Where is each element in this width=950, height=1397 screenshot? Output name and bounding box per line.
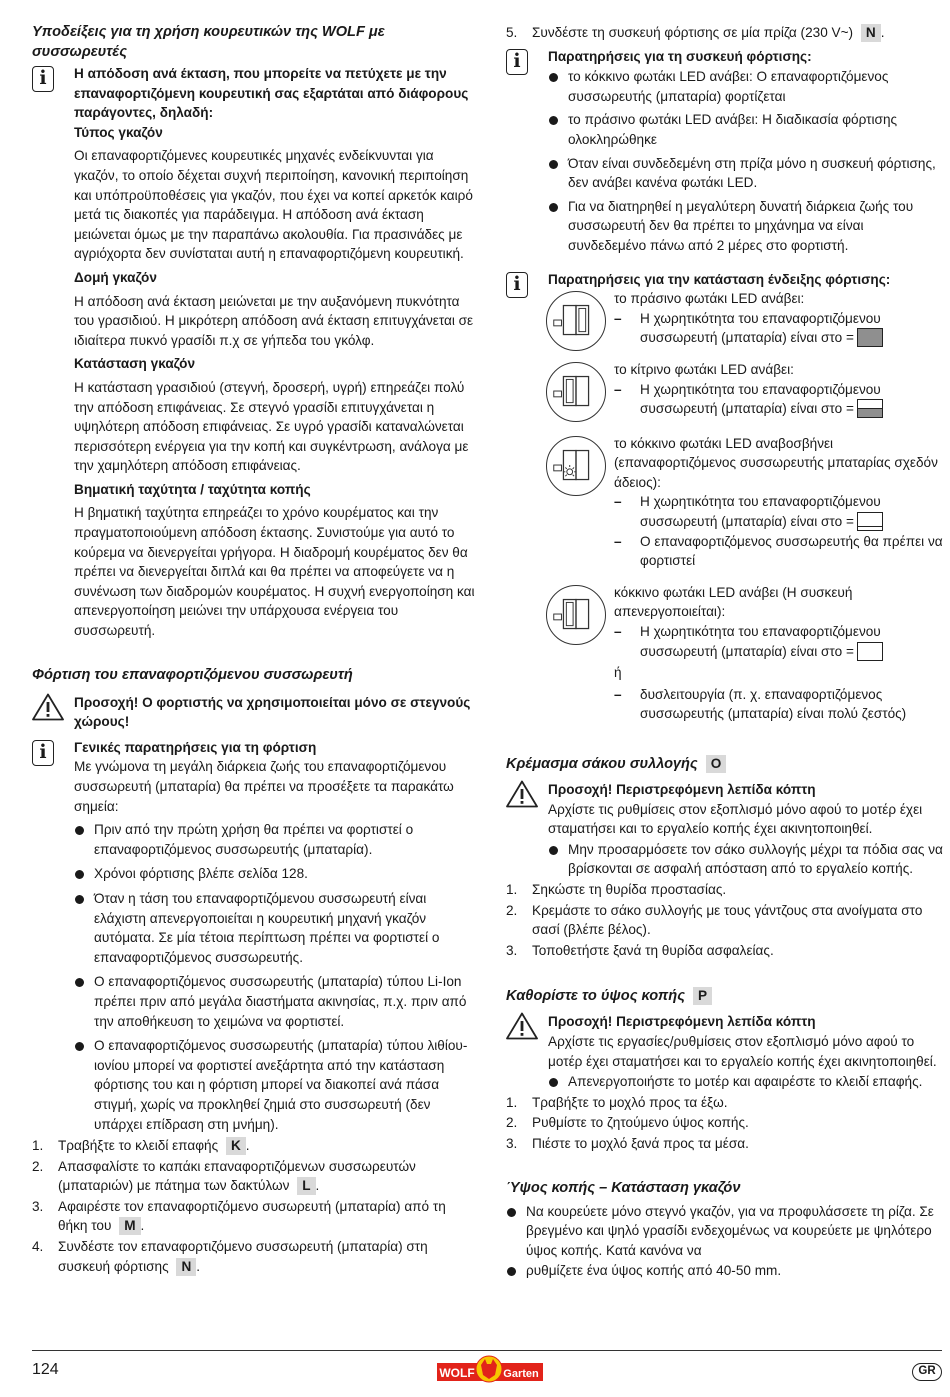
condition-heading: Κατάσταση γκαζόν [74,356,196,372]
figure-tag: K [226,1137,246,1155]
structure-text: Η απόδοση ανά έκταση μειώνεται με την αυξανόμενη πυκνότητα του γρασιδιού. Η μικρότερη απόδοση ανά έκταση επιτυγχάνεται σε ιδιαίτερα πυκνό γρασίδι π.χ σε γήπεδα του γκόλφ. [74,293,474,348]
battery-empty-icon [857,512,883,531]
general-charging-note [32,738,476,1134]
height-bullets [548,1072,944,1092]
tips-intro: Η απόδοση ανά έκταση, που μπορείτε να πετύχετε με την επαναφορτιζόμενη κουρευτική σας εξαρτάται από διάφορους παράγοντες, δηλαδή: [74,66,469,121]
structure-heading: Δομή γκαζόν [74,269,157,285]
footer-divider [32,1350,942,1351]
bag-warning-text: Αρχίστε τις ρυθμίσεις στον εξοπλισμό μόνο αφού το μοτέρ έχει σταματήσει και το εργαλείο κοπής έχει ακινητοποιηθεί. [548,801,923,837]
list-item: Χρόνοι φόρτισης βλέπε σελίδα 128. [74,864,476,884]
condition-title: Ύψος κοπής – Κατάσταση γκαζόν [506,1179,741,1196]
charger-bullets [548,67,944,255]
height-steps [506,1093,944,1154]
list-item: το πράσινο φωτάκι LED ανάβει: Η διαδικασία φόρτισης ολοκληρώθηκε [548,110,944,149]
indicator-green [506,289,944,348]
language-badge: GR [912,1363,942,1381]
list-item: Για να διατηρηθεί η μεγαλύτερη δυνατή διάρκεια ζωής του συσσωρευτή δεν θα πρέπει το μηχάνημα να είναι συνδεδεμένο πάνω από 2 μέρες στο φορτιστή. [548,197,944,256]
svg-text:WOLF: WOLF [439,1366,475,1380]
charger-heading: Παρατηρήσεις για τη συσκευή φόρτισης: [548,48,812,64]
list-item: 2. Κρεμάστε το σάκο συλλογής με τους γάντζους στα ανοίγματα στο σασί (βλέπε βέλος). [506,902,923,938]
battery-full-icon [857,328,883,347]
battery-led-green-icon [546,291,606,351]
figure-tag: N [176,1258,196,1276]
indicator-red-on [506,583,944,724]
list-item: Ο επαναφορτιζόμενος συσσωρευτής (μπαταρία) τύπου Li-Ion πρέπει πριν από μεγάλα διαστήματα ακινησίας, π.χ. πριν από την αποθήκευση το χειμώνα να φορτιστεί. [74,972,476,1031]
list-item: 2. Απασφαλίστε το καπάκι επαναφορτιζόμενων συσσωρευτών (μπαταριών) με πάτημα των δακτύλων L . [32,1158,416,1194]
indicator-yellow [506,360,944,419]
list-item: 3. Πιέστε το μοχλό ξανά προς τα μέσα. [506,1135,749,1151]
height-warning-note [506,1012,944,1091]
svg-text:Garten: Garten [503,1368,539,1380]
list-item: 5. Συνδέστε τη συσκευή φόρτισης σε μία πρίζα (230 V~) N . [506,25,885,40]
charging-warning-text: Προσοχή! Ο φορτιστής να χρησιμοποιείται μόνο σε στεγνούς χώρους! [74,694,471,730]
info-icon: i [32,740,54,766]
tips-title: Υποδείξεις για τη χρήση κουρευτικών της WOLF με συσσωρευτές [32,24,385,60]
battery-led-red-icon [546,585,606,645]
height-title: Καθορίστε το ύψος κοπής P [506,986,944,1006]
led-yellow-capacity: – Η χωρητικότητα του επαναφορτιζόμενου συσσωρευτή (μπαταρία) είναι στο = [614,380,944,419]
figure-tag: P [693,987,712,1005]
tips-note [32,64,476,641]
list-item: ρυθμίζετε ένα ύψος κοπής από 40-50 mm. [506,1261,944,1281]
list-item: 1. Σηκώστε τη θυρίδα προστασίας. [506,881,727,897]
led-red-blink-capacity: – Η χωρητικότητα του επαναφορτιζόμενου συσσωρευτή (μπαταρία) είναι στο = [614,492,944,531]
list-item: Όταν η τάση του επαναφορτιζόμενου συσσωρευτή είναι ελάχιστη απενεργοποιείται η κουρευτική μηχανή γκαζόν αυτόματα. Σε μία τέτοια περίπτωση πρέπει να φορτιστεί ο επαναφορτιζόμενος συσσωρευτής. [74,889,476,967]
list-item: 4. Συνδέστε τον επαναφορτιζόμενο συσσωρευτή (μπαταρία) στη συσκευή φόρτισης N . [32,1239,428,1274]
general-bullets [74,820,476,1134]
list-item: Πριν από την πρώτη χρήση θα πρέπει να φορτιστεί ο επαναφορτιζόμενος συσσωρευτής (μπαταρία). [74,820,476,859]
warning-icon [506,780,538,808]
figure-tag: N [861,24,881,42]
led-red-on-fault: – δυσλειτουργία (π. χ. επαναφορτιζόμενος συσσωρευτής (μπαταρία) είναι πολύ ζεστός) [614,685,944,724]
grass-type-heading: Τύπος γκαζόν [74,124,163,140]
wolf-garten-logo [437,1355,543,1385]
figure-tag: O [706,755,727,773]
figure-tag: M [119,1217,140,1235]
list-item: Ο επαναφορτιζόμενος συσσωρευτής (μπαταρία) τύπου λιθίου-ιονίου μπορεί να φορτιστεί ανεξάρτητα από την κατάσταση φόρτισης του και η φόρτιση μπορεί να διακοπεί ανά πάσα στιγμή, χωρίς να προκληθεί ζημιά στο συσσωρευτή (δεν υπάρχει επίδραση στη μνήμη). [74,1036,476,1134]
figure-tag: L [297,1177,315,1195]
bag-bullets [548,840,944,879]
right-column [506,22,944,1281]
warning-icon [32,693,64,721]
led-red-on-capacity: – Η χωρητικότητα του επαναφορτιζόμενου συσσωρευτή (μπαταρία) είναι στο = [614,622,944,661]
led-green-capacity: – Η χωρητικότητα του επαναφορτιζόμενου συσσωρευτή (μπαταρία) είναι στο = [614,309,944,348]
list-item: 3. Τοποθετήστε ξανά τη θυρίδα ασφαλείας. [506,942,774,958]
charger-note [506,47,944,256]
condition-text: Η κατάσταση γρασιδιού (στεγνή, δροσερή, υγρή) επηρεάζει πολύ την απόδοση επιφάνειας. Σε στεγνό γρασίδι επιτυγχάνεται η υψηλότερη απόδοση επιφάνειας. Σε υγρό γρασίδι καταναλώνεται περισσότερη ενέργεια για την κοπή και συγκέντρωση, ανάλογα με την χαμηλότερη απόδοση επιφάνειας. [74,379,469,474]
battery-led-red-blink-icon [546,436,606,496]
list-item: Απενεργοποιήστε το μοτέρ και αφαιρέστε το κλειδί επαφής. [548,1072,944,1092]
left-column [32,22,476,1276]
bag-warning-heading: Προσοχή! Περιστρεφόμενη λεπίδα κόπτη [548,782,816,797]
info-icon: i [506,272,528,298]
indicator-note [506,270,944,295]
list-item: Μην προσαρμόσετε τον σάκο συλλογής μέχρι τα πόδια σας να βρίσκονται σε ασφαλή απόσταση από το εργαλείο κοπής. [548,840,944,879]
led-red-on-label: κόκκινο φωτάκι LED ανάβει (Η συσκευή απενεργοποιείται): [614,584,853,620]
info-icon: i [32,66,54,92]
height-warning-heading: Προσοχή! Περιστρεφόμενη λεπίδα κόπτη [548,1014,816,1030]
warning-icon [506,1012,538,1040]
condition-bullets [506,1202,944,1281]
page-number: 124 [32,1361,59,1378]
battery-half-icon [857,399,883,418]
battery-led-yellow-icon [546,362,606,422]
speed-heading: Βηματική ταχύτητα / ταχύτητα κοπής [74,481,311,497]
battery-empty-icon [857,642,883,661]
indicator-heading: Παρατηρήσεις για την κατάσταση ένδειξης φόρτισης: [548,271,891,287]
bag-warning-note [506,780,944,879]
led-red-blink-charge: – Ο επαναφορτιζόμενος συσσωρευτής θα πρέπει να φορτιστεί [614,532,944,571]
charging-warning-note [32,693,476,732]
charging-steps [32,1136,476,1276]
list-item: Να κουρεύετε μόνο στεγνό γκαζόν, για να προφυλάσσετε τη ρίζα. Σε βρεγμένο και ψηλό γρασίδι ενδεχομένως να κουρεύετε με ψηλότερο ύψος κοπής. Κατά κανόνα να [506,1202,944,1261]
general-intro: Με γνώμονα τη μεγάλη διάρκεια ζωής του επαναφορτιζόμενου συσσωρευτή (μπαταρία) θα πρέπει να προσέξετε τα παρακάτω σημεία: [74,759,454,814]
list-item: το κόκκινο φωτάκι LED ανάβει: Ο επαναφορτιζόμενος συσσωρευτής (μπαταρία) φορτίζεται [548,67,944,106]
list-item: 2. Ρυθμίστε το ζητούμενο ύψος κοπής. [506,1115,749,1131]
led-yellow-label: το κίτρινο φωτάκι LED ανάβει: [614,361,794,377]
charging-title: Φόρτιση του επαναφορτιζόμενου συσσωρευτή [32,666,353,683]
general-heading: Γενικές παρατηρήσεις για τη φόρτιση [74,739,317,755]
info-icon: i [506,49,528,75]
speed-text: Η βηματική ταχύτητα επηρεάζει το χρόνο κουρέματος και την πραγματοποιούμενη απόδοση έκτασης. Συνιστούμε για αυτό το κούρεμα να διενεργείται γρήγορα. Η διαδρομή κουρέματος δεν θα πρέπει να διενεργείται διπλά και θα πρέπει να αποφεύγετε να η συνένωση των διαδρομών κουρέματος. Η συχνή ενεργοποίηση και απενεργοποίηση μειώνει την υπάρχουσα ενέργεια του συσσωρευτή. [74,505,475,639]
charging-step-5 [506,23,944,43]
bag-title: Κρέμασμα σάκου συλλογής O [506,754,944,774]
list-item: 3. Αφαιρέστε τον επαναφορτιζόμενο συσωρευτή (μπαταρία) από τη θήκη του M . [32,1198,446,1234]
grass-type-text: Οι επαναφορτιζόμενες κουρευτικές μηχανές ενδείκνυνται για γκαζόν, το οποίο δέχεται συχνή περιποίηση, κανονική περιποίηση και υπόπροϋποθέσεις για γκαζόν, που έχει να κοπεί αρκετόκ καιρό μετά τις διακοπές για παράδειγμα. Η απόδοση ανά έκταση μειώνεται όμως με την παραπάνω ακολουθία. Για πρασινάδες με αγριόχορτα δεν συνίσταται αυτή η επαναφορτιζόμενη κουρευτική. [74,148,473,262]
led-red-blink-label: το κόκκινο φωτάκι LED αναβοσβήνει (επαναφορτιζόμενος συσσωρευτής μπαταρίας σχεδόν άδειος): [614,435,938,490]
indicator-red-blink [506,434,944,571]
bag-steps [506,880,944,960]
height-warning-text: Αρχίστε τις εργασίες/ρυθμίσεις στον εξοπλισμό μόνο αφού το μοτέρ έχει σταματήσει και το εργαλείο κοπής έχει ακινητοποιηθεί. [548,1033,937,1069]
list-item: Όταν είναι συνδεδεμένη στη πρίζα μόνο η συσκευή φόρτισης, δεν ανάβει κανένα φωτάκι LED. [548,154,944,193]
list-item: 1. Τραβήξτε το μοχλό προς τα έξω. [506,1094,728,1110]
or-text: ή [614,665,622,681]
led-green-label: το πράσινο φωτάκι LED ανάβει: [614,291,805,307]
list-item: 1. Τραβήξτε το κλειδί επαφής K . [32,1138,250,1154]
